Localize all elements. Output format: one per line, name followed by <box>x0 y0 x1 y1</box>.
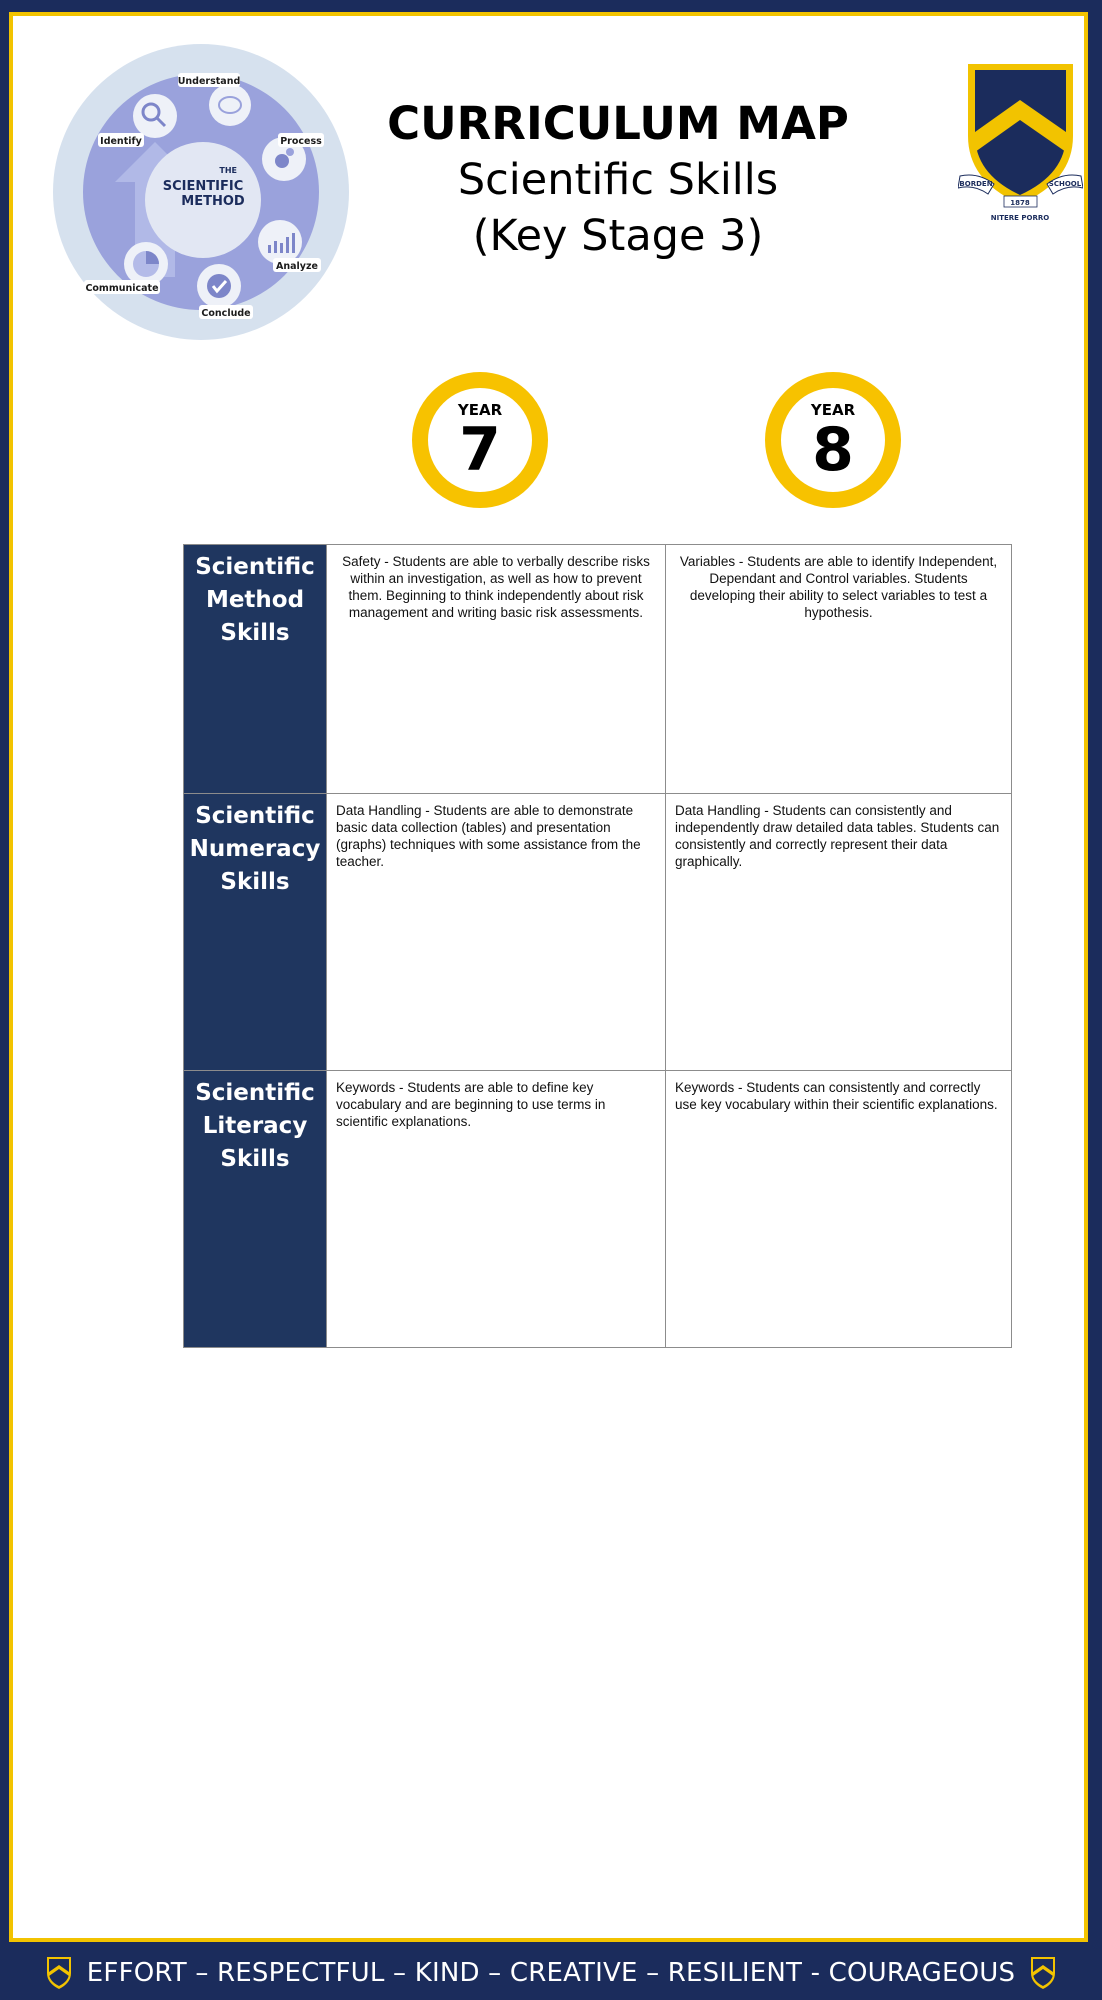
checkmark-icon <box>197 264 241 308</box>
page-subtitle: Scientific Skills <box>457 155 779 205</box>
wheel-center-small: THE <box>219 166 237 175</box>
year7-literacy-cell: Keywords - Students are able to define key vocabulary and are beginning to use terms in scientific explanations. <box>327 1071 666 1348</box>
row-heading-line: Skills <box>220 620 290 646</box>
year-word: YEAR <box>457 401 503 419</box>
curriculum-table <box>183 544 1012 1348</box>
wheel-center-line2: METHOD <box>181 194 245 209</box>
row-heading-line: Scientific <box>195 554 315 580</box>
school-crest-logo <box>958 56 1083 226</box>
scientific-method-graphic <box>51 42 351 342</box>
year-word: YEAR <box>810 401 856 419</box>
year-8-badge <box>765 372 901 508</box>
year8-numeracy-cell: Data Handling - Students can consistently and independently draw detailed data tables. Students can consistently and correctly represent their data graphically. <box>666 794 1012 1071</box>
year-number: 7 <box>459 415 501 485</box>
brain-icon <box>209 84 251 126</box>
crest-banner-right: SCHOOL <box>1048 180 1082 188</box>
key-stage-label: (Key Stage 3) <box>472 211 764 261</box>
step-label-analyze: Analyze <box>276 261 318 272</box>
row-heading-method <box>184 545 327 794</box>
bar-chart-icon <box>258 220 302 264</box>
crest-motto: NITERE PORRO <box>990 214 1050 222</box>
year8-literacy-cell: Keywords - Students can consistently and correctly use key vocabulary within their scientific explanations. <box>666 1071 1012 1348</box>
row-heading-line: Scientific <box>195 1080 315 1106</box>
year8-method-cell: Variables - Students are able to identify Independent, Dependant and Control variables. Students developing their ability to select variables to test a hypothesis. <box>666 545 1012 794</box>
table-row <box>184 794 1012 1071</box>
step-label-communicate: Communicate <box>85 283 159 294</box>
pie-chart-icon <box>124 242 168 286</box>
table-row <box>184 545 1012 794</box>
row-heading-literacy <box>184 1071 327 1348</box>
row-heading-line: Numeracy <box>189 836 321 862</box>
title-block <box>343 96 893 264</box>
step-label-conclude: Conclude <box>201 308 251 319</box>
footer-crest-icon <box>45 1955 73 1991</box>
footer-banner <box>0 1946 1102 2000</box>
row-heading-line: Skills <box>220 1146 290 1172</box>
page-frame <box>9 12 1088 1942</box>
table-row <box>184 1071 1012 1348</box>
year7-method-cell: Safety - Students are able to verbally describe risks within an investigation, as well as how to prevent them. Beginning to think independently about risk management and writing basic risk assessments. <box>327 545 666 794</box>
wheel-center-line1: SCIENTIFIC <box>162 179 244 194</box>
step-label-identify: Identify <box>100 136 142 147</box>
year-number: 8 <box>812 415 854 485</box>
step-label-understand: Understand <box>177 76 241 87</box>
crest-banner-left: BORDEN <box>959 180 993 188</box>
year7-numeracy-cell: Data Handling - Students are able to demonstrate basic data collection (tables) and presentation (graphs) techniques with some assistance from the teacher. <box>327 794 666 1071</box>
row-heading-line: Scientific <box>195 803 315 829</box>
row-heading-line: Skills <box>220 869 290 895</box>
year-7-badge <box>412 372 548 508</box>
row-heading-numeracy <box>184 794 327 1071</box>
crest-year: 1878 <box>1010 199 1030 207</box>
row-heading-line: Literacy <box>202 1113 308 1139</box>
page-title: CURRICULUM MAP <box>387 97 849 150</box>
row-heading-line: Method <box>205 587 305 613</box>
magnifier-icon <box>133 94 177 138</box>
footer-crest-icon <box>1029 1955 1057 1991</box>
step-label-process: Process <box>280 136 322 147</box>
school-values: EFFORT – RESPECTFUL – KIND – CREATIVE – RESILIENT - COURAGEOUS <box>86 1958 1016 1988</box>
